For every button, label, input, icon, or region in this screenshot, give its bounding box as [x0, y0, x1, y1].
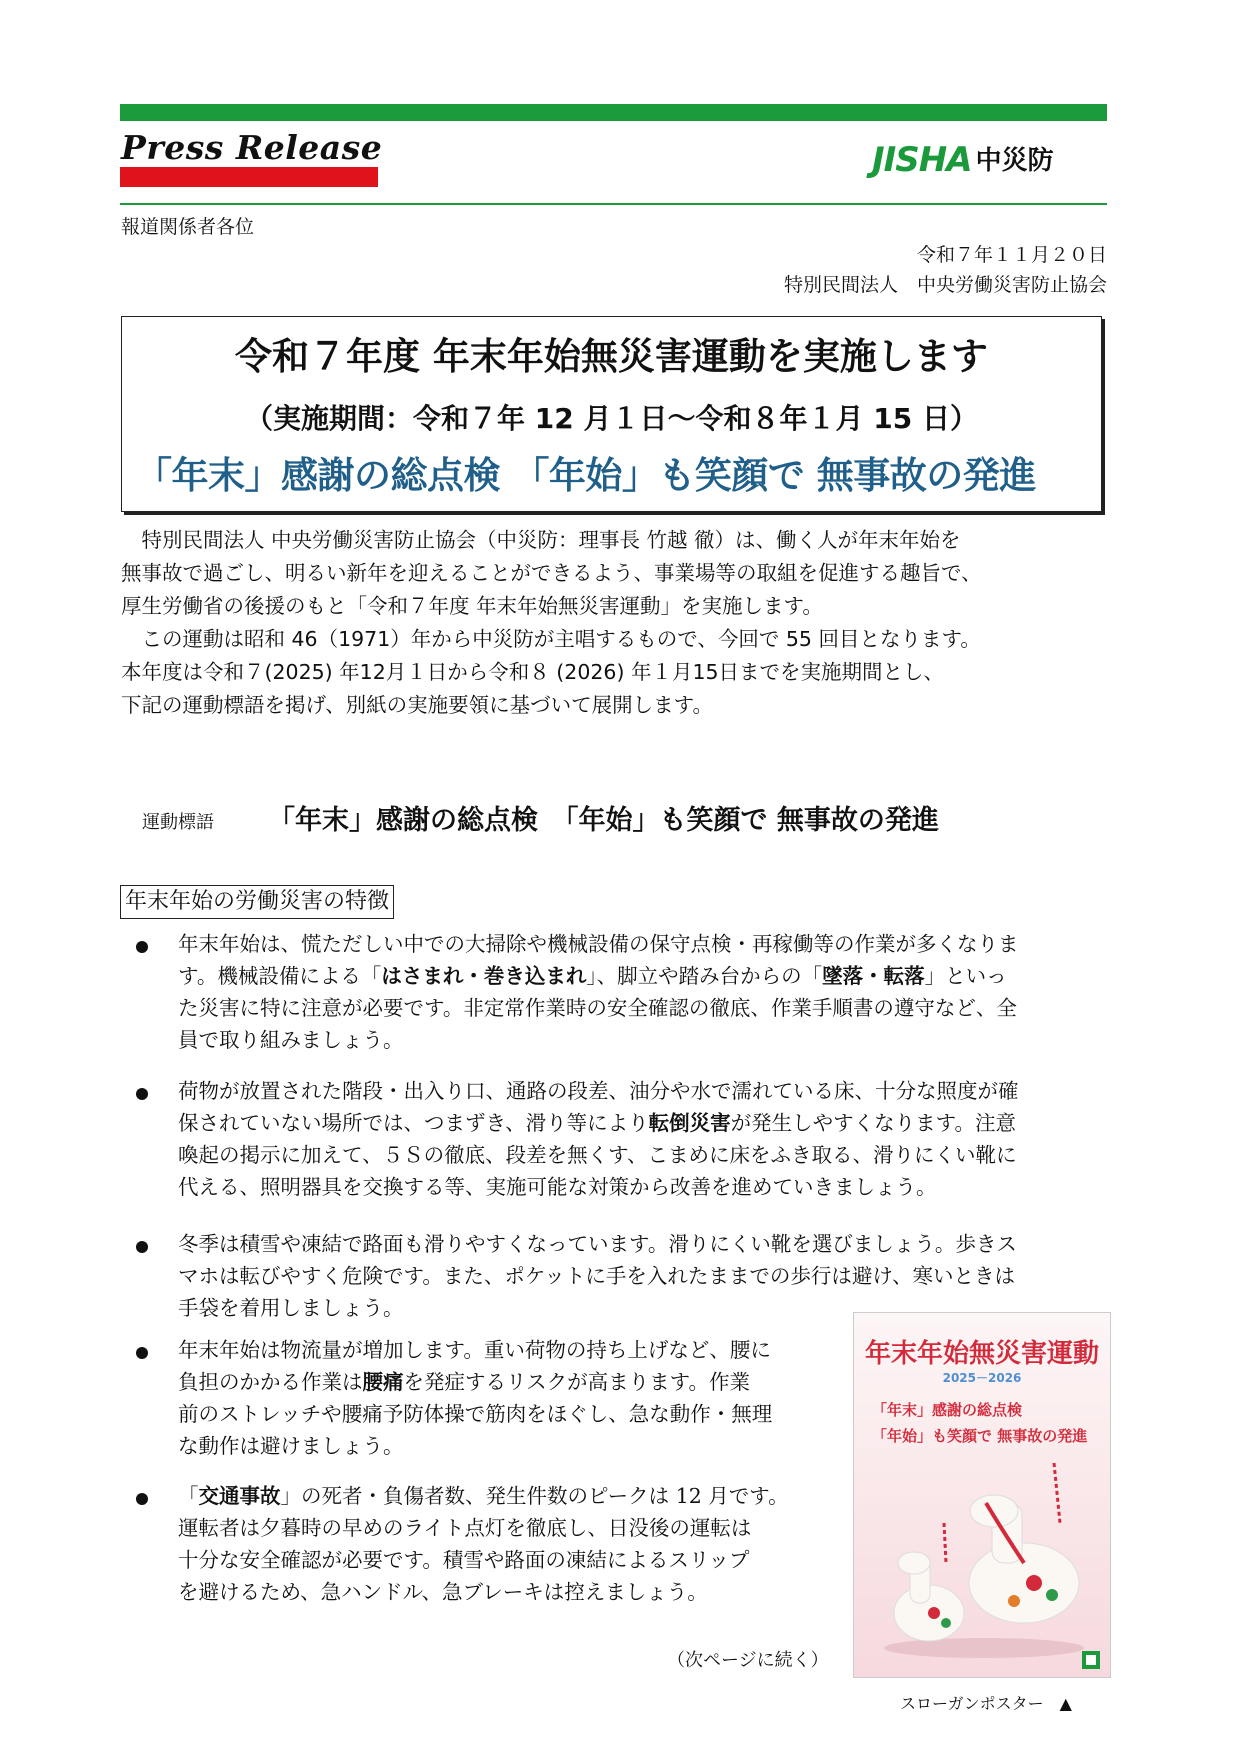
jisha-mark-icon	[1082, 1651, 1100, 1669]
bullet-text: マホは転びやすく危険です。また、ポケットに手を入れたままでの歩行は避け、寒いときは	[178, 1264, 1016, 1288]
bullet-line	[178, 1228, 1017, 1260]
bullet-emphasis: 交通事故	[198, 1484, 281, 1508]
horse-figurines-illustration	[874, 1463, 1094, 1663]
bullet-line	[178, 1544, 750, 1576]
bullet-line	[178, 1171, 937, 1203]
bullet-emphasis: 腰痛	[362, 1370, 404, 1394]
poster-year: 2025－2026	[942, 1371, 1022, 1385]
bullet-text: 冬季は積雪や凍結で路面も滑りやすくなっています。滑りにくい靴を選びましょう。歩きス	[178, 1232, 1017, 1256]
press-release-title: Press Release	[121, 128, 383, 167]
intro-line: この運動は昭和 46（1971）年から中災防が主唱するもので、今回で 55 回目となります。	[121, 627, 981, 651]
addressee: 報道関係者各位	[121, 216, 255, 238]
bullet-text: 運転者は夕暮時の早めのライト点灯を徹底し、日没後の運転は	[178, 1516, 752, 1540]
bullet-dot-icon	[136, 941, 148, 953]
bullet-text: 」の死者・負傷者数、発生件数のピークは 12 月です。	[280, 1484, 789, 1508]
bullet-dot-icon	[136, 1347, 148, 1359]
bullet-dot-icon	[136, 1493, 148, 1505]
poster-title: 年末年始無災害運動	[864, 1339, 1099, 1369]
intro-line: 本年度は令和７(2025) 年12月１日から令和８ (2026) 年１月15日までを実施期間とし、	[121, 660, 945, 684]
period-subtitle: （実施期間：令和７年 12 月１日～令和８年１月 15 日）	[245, 402, 978, 435]
logo-jisha-text: JISHA	[872, 140, 972, 180]
slogan-headline: 「年末」感謝の総点検 「年始」も笑顔で 無事故の発進	[135, 454, 1036, 497]
bullet-text: 荷物が放置された階段・出入り口、通路の段差、油分や水で濡れている床、十分な照度が確	[178, 1079, 1019, 1103]
bullet-line	[178, 1024, 404, 1056]
bullet-line	[178, 1292, 404, 1324]
continue-note: （次ページに続く）	[667, 1650, 829, 1671]
bullet-text: 年末年始は物流量が増加します。重い荷物の持ち上げなど、腰に	[178, 1338, 771, 1362]
bullet-line	[178, 1512, 751, 1544]
jisha-logo	[872, 140, 1054, 180]
bullet-dot-icon	[136, 1241, 148, 1253]
title-box	[121, 316, 1102, 512]
poster-caption: スローガンポスター ▲	[900, 1694, 1072, 1713]
bullet-text: な動作は避けましょう。	[178, 1434, 404, 1458]
release-date: 令和７年１１月２０日	[916, 244, 1107, 266]
bullet-text: 前のストレッチや腰痛予防体操で筋肉をほぐし、急な動作・無理	[178, 1402, 773, 1426]
bullet-text: 年末年始は、慌ただしい中での大掃除や機械設備の保守点検・再稼働等の作業が多くなりま	[178, 932, 1019, 956]
bullet-text: 保されていない場所では、つまずき、滑り等により	[178, 1111, 649, 1135]
slogan-label: 運動標語	[142, 812, 214, 833]
intro-line: 無事故で過ごし、明るい新年を迎えることができるよう、事業場等の取組を促進する趣旨で、	[121, 561, 982, 585]
bullet-line	[178, 1366, 750, 1398]
bullet-line	[178, 1576, 708, 1608]
bullet-text: た災害に特に注意が必要です。非定常作業時の安全確認の徹底、作業手順書の遵守など、全	[178, 996, 1017, 1020]
bullet-emphasis: はさまれ・巻き込まれ	[381, 964, 587, 988]
bullet-text: 」といっ	[924, 964, 1007, 988]
bullet-line	[178, 928, 1019, 960]
bullet-text: が発生しやすくなります。注意	[730, 1111, 1017, 1135]
bullet-line	[178, 1139, 1016, 1171]
bullet-line	[178, 1398, 772, 1430]
bullet-text: 十分な安全確認が必要です。積雪や路面の凍結によるスリップ	[178, 1548, 750, 1572]
bullet-text: 員で取り組みましょう。	[178, 1028, 404, 1052]
bullet-line	[178, 1334, 771, 1366]
intro-line: 下記の運動標語を掲げ、別紙の実施要領に基づいて展開します。	[121, 693, 714, 717]
bullet-line	[178, 1260, 1015, 1292]
bullet-line	[178, 960, 1007, 992]
bullet-text: 」、脚立や踏み台からの「	[586, 964, 823, 988]
poster-slogan-1: 「年末」感謝の総点検	[872, 1401, 1023, 1419]
intro-line: 特別民間法人 中央労働災害防止協会（中災防：理事長 竹越 徹）は、働く人が年末年始を	[121, 528, 961, 552]
logo-jp-text: 中災防	[975, 146, 1054, 176]
organization: 特別民間法人 中央労働災害防止協会	[783, 274, 1107, 296]
slogan-poster	[853, 1312, 1111, 1678]
header-green-bar	[120, 104, 1107, 121]
bullet-emphasis: 転倒災害	[648, 1111, 731, 1135]
bullet-text: を避けるため、急ハンドル、急ブレーキは控えましょう。	[178, 1580, 708, 1604]
bullet-dot-icon	[136, 1088, 148, 1100]
main-title: 令和７年度 年末年始無災害運動を実施します	[235, 335, 988, 378]
bullet-line	[178, 992, 1017, 1024]
bullet-emphasis: 墜落・転落	[822, 964, 925, 988]
bullet-line	[178, 1107, 1016, 1139]
bullet-text: 手袋を着用しましょう。	[178, 1296, 404, 1320]
header-divider	[120, 203, 1107, 205]
bullet-text: 喚起の掲示に加えて、５Ｓの徹底、段差を無くす、こまめに床をふき取る、滑りにくい靴に	[178, 1143, 1017, 1167]
bullet-text: 負担のかかる作業は	[178, 1370, 363, 1394]
intro-line: 厚生労働省の後援のもと「令和７年度 年末年始無災害運動」を実施します。	[121, 594, 823, 618]
bullet-text: を発症するリスクが高まります。作業	[403, 1370, 750, 1394]
bullet-line	[178, 1480, 789, 1512]
bullet-text: 代える、照明器具を交換する等、実施可能な対策から改善を進めていきましょう。	[178, 1175, 937, 1199]
poster-slogan-2: 「年始」も笑顔で 無事故の発進	[872, 1427, 1088, 1445]
press-release-red-bar	[120, 167, 378, 187]
bullet-text: す。機械設備による「	[178, 964, 382, 988]
bullet-text: 「	[178, 1484, 199, 1508]
bullet-line	[178, 1430, 404, 1462]
bullet-line	[178, 1075, 1019, 1107]
slogan-text: 「年末」感謝の総点検 「年始」も笑顔で 無事故の発進	[268, 805, 939, 836]
section-title: 年末年始の労働災害の特徴	[120, 885, 394, 919]
